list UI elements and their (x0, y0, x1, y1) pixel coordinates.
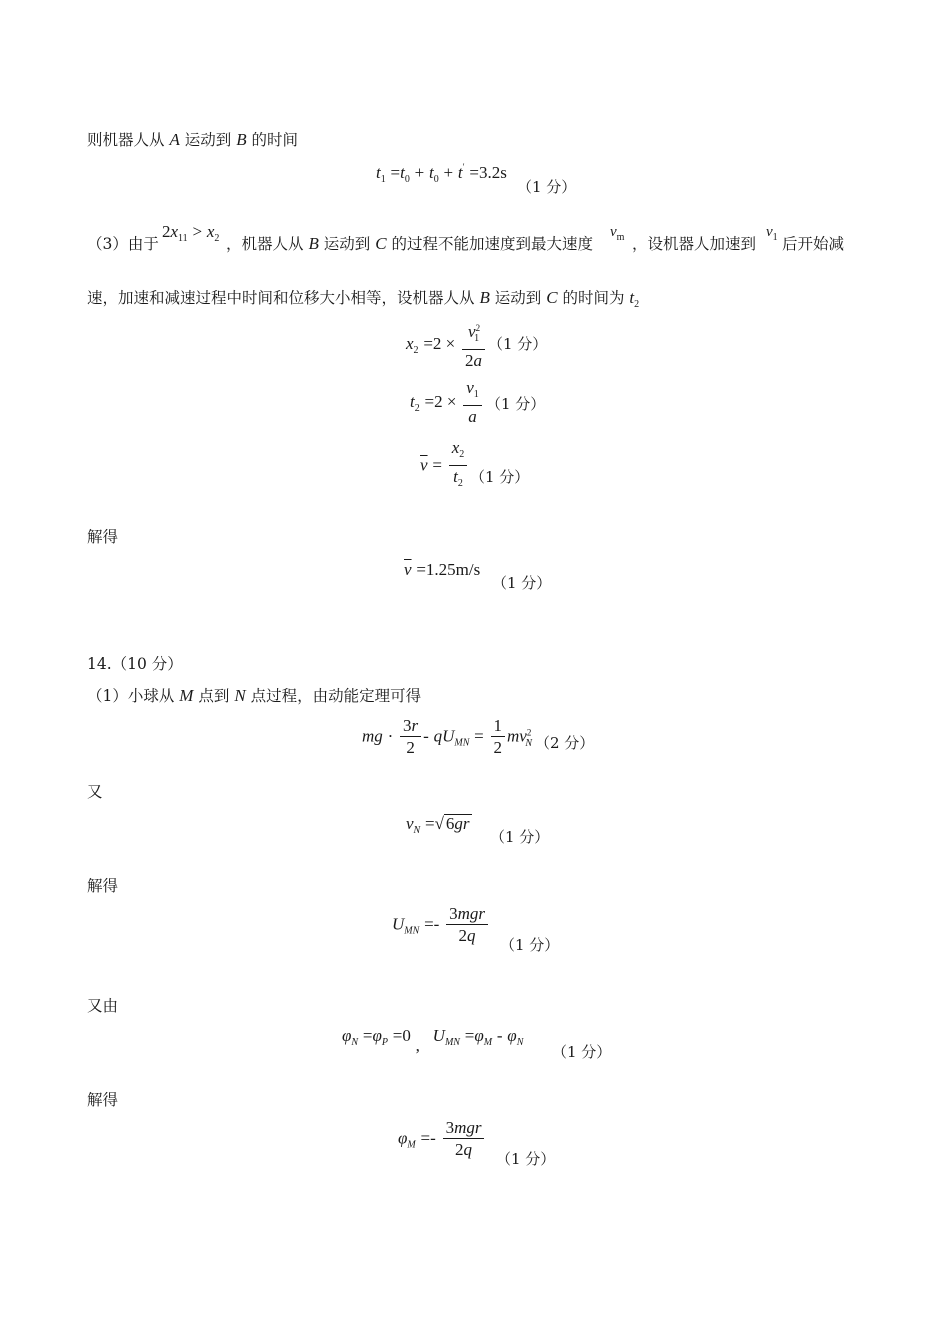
text-line-jiede: 解得 (87, 528, 119, 546)
text-line-youyou: 又由 (87, 997, 119, 1015)
equation-vbar-value: $\overline{v} =1.25m/s$ (404, 560, 481, 579)
equation-t1: $t_1 =t_0 + t_0 + t' =3.2s$ (376, 162, 507, 185)
score-label: （1 分） (517, 178, 577, 196)
score-label: （1 分） (470, 468, 530, 486)
equation-phi: $\varphi_N =\varphi_P =0$ , $U_{MN} =\varphi_M - \varphi_N$ (342, 1026, 524, 1055)
equation-energy: mg · $\frac{3r}{2}$ - $qU_{MN}$ = $\frac{1}{2}$ $mv^2_N$ (362, 716, 533, 757)
text-line-part3-c: ，设机器人加速到 (632, 235, 757, 253)
equation-t2: $t_2 =2$ × $\frac{v_1}{a}$ (410, 378, 484, 428)
text-line-part3-e: 速，加速和减速过程中时间和位移大小相等，设机器人从 B 运动到 C 的时间为 $t_2$ (87, 288, 640, 310)
symbol-v1: $v_1$ (766, 224, 778, 243)
text-line-time-a-to-b: 则机器人从 A 运动到 B 的时间 (87, 130, 299, 149)
score-label: （1 分） (486, 395, 546, 413)
text-line-you: 又 (87, 783, 103, 801)
text-line-part3-d: 后开始减 (782, 235, 845, 253)
symbol-vm: $v_m$ (610, 224, 625, 243)
equation-vN: $v_N$ =√ 6gr (406, 814, 470, 836)
equation-vbar: $\overline{v}$ = $\frac{x_2}{t_2}$ (420, 438, 469, 495)
text-line-jiede: 解得 (87, 1091, 119, 1109)
text-line-part3: （3）由于 (87, 235, 159, 253)
text-line-jiede: 解得 (87, 877, 119, 895)
score-label: （2 分） (535, 734, 595, 752)
score-label: （1 分） (496, 1150, 556, 1168)
inequality-2x11-gt-x2: $2x_{11} > x_2$ (162, 222, 220, 244)
equation-x2: $x_2 =2$ × $\frac{v^2_1}{2a}$ (406, 318, 487, 372)
score-label: （1 分） (492, 574, 552, 592)
score-label: （1 分） (552, 1043, 612, 1061)
score-label: （1 分） (488, 335, 548, 353)
score-label: （1 分） (500, 936, 560, 954)
question-14-header: 14.（10 分） (87, 655, 183, 673)
equation-phiM: $\varphi_M$ =- $\frac{\text{3mgr}}{2q}$ (398, 1118, 486, 1161)
equation-UMN: $U_{MN}$ =- $\frac{\text{3mgr}}{2q}$ (392, 904, 490, 947)
text-line-q14-part1: （1）小球从 M 点到 N 点过程，由动能定理可得 (87, 686, 422, 705)
text-line-part3-b: ，机器人从 B 运动到 C 的过程不能加速度到最大速度 (226, 234, 593, 253)
score-label: （1 分） (490, 828, 550, 846)
